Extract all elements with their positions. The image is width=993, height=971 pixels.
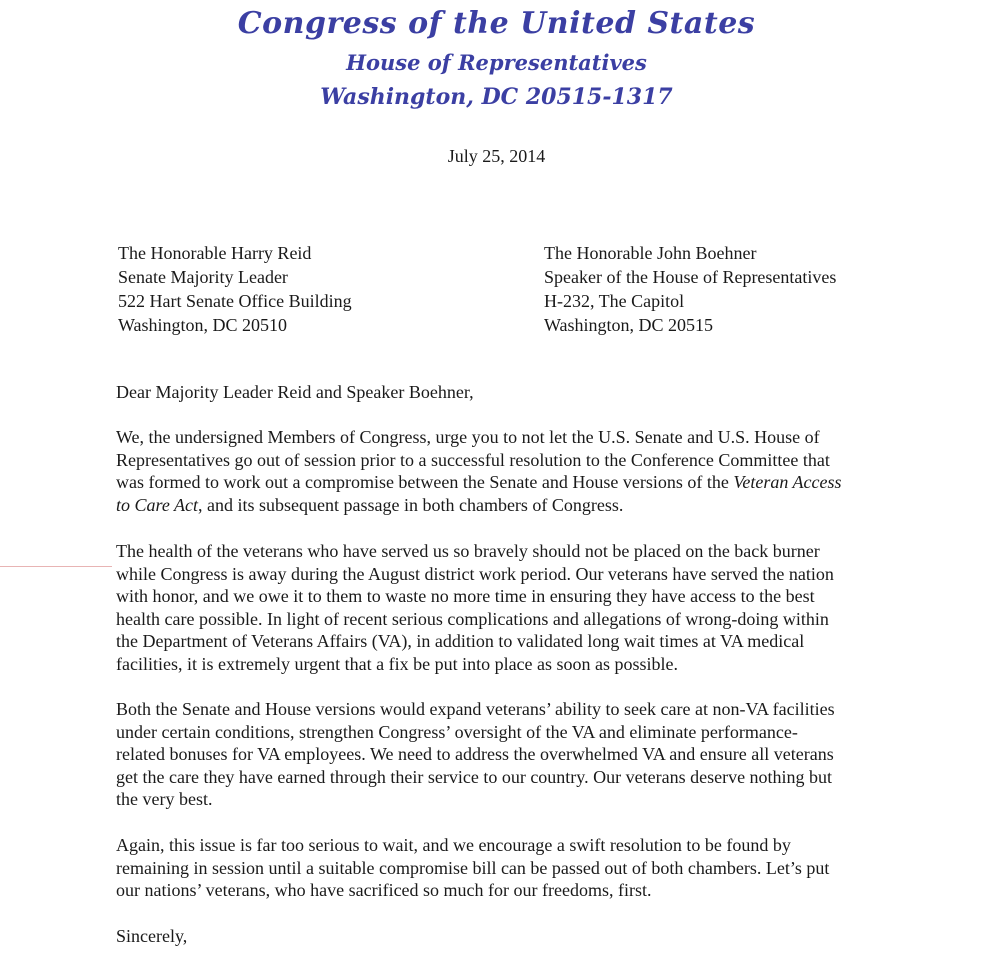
letterhead-house: House of Representatives <box>346 50 647 75</box>
recipient-line: Senate Majority Leader <box>118 267 288 287</box>
paragraph-line <box>116 471 916 494</box>
paragraph-1 <box>116 426 916 516</box>
recipient-line: Speaker of the House of Representatives <box>544 267 837 287</box>
recipient-line: Washington, DC 20515 <box>544 315 714 335</box>
paragraph-line: the Department of Veterans Affairs (VA), in addition to validated long wait times at VA medical <box>116 631 805 651</box>
margin-mark <box>0 566 112 567</box>
paragraph-4 <box>116 834 916 902</box>
paragraph-line: health care possible. In light of recent serious complications and allegations of wrong-doing within <box>116 608 829 629</box>
salutation: Dear Majority Leader Reid and Speaker Boehner, <box>116 382 474 402</box>
paragraph-line <box>116 494 916 517</box>
paragraph-line: our nations’ veterans, who have sacrificed so much for our freedoms, first. <box>116 880 652 900</box>
paragraph-line: facilities, it is extremely urgent that a fix be put into place as soon as possible. <box>116 653 679 674</box>
paragraph-line: under certain conditions, strengthen Congress’ oversight of the VA and eliminate performance- <box>116 721 798 742</box>
paragraph-line: Both the Senate and House versions would expand veterans’ ability to seek care at non-VA facilities <box>116 699 835 719</box>
recipient-line: H-232, The Capitol <box>544 291 685 311</box>
recipient-line: The Honorable Harry Reid <box>118 243 312 263</box>
paragraph-3 <box>116 698 916 811</box>
paragraph-text: was formed to work out a compromise between the Senate and House versions of the <box>116 472 734 492</box>
letterhead-address: Washington, DC 20515-1317 <box>320 84 673 110</box>
paragraph-line: The health of the veterans who have served us so bravely should not be placed on the back burner <box>116 541 820 561</box>
paragraph-line: Representatives go out of session prior to a successful resolution to the Conference Committee that <box>116 449 830 470</box>
recipient-address-boehner <box>544 241 836 337</box>
letter-date: July 25, 2014 <box>447 146 546 166</box>
paragraph-line: We, the undersigned Members of Congress, urge you to not let the U.S. Senate and U.S. House of <box>116 427 820 447</box>
paragraph-2 <box>116 540 916 675</box>
paragraph-line: related bonuses for VA employees. We need to address the overwhelmed VA and ensure all veterans <box>116 744 834 764</box>
paragraph-line: with honor, and we owe it to them to waste no more time in ensuring they have access to the best <box>116 586 815 606</box>
paragraph-line: Again, this issue is far too serious to wait, and we encourage a swift resolution to be found by <box>116 835 791 855</box>
recipient-line: 522 Hart Senate Office Building <box>118 291 352 311</box>
act-title: to Care Act <box>116 494 198 515</box>
paragraph-text: , and its subsequent passage in both chambers of Congress. <box>198 494 624 515</box>
paragraph-line: while Congress is away during the August district work period. Our veterans have served the nation <box>116 563 834 584</box>
closing: Sincerely, <box>116 926 188 946</box>
recipient-line: The Honorable John Boehner <box>544 243 757 263</box>
letterhead-congress: Congress of the United States <box>237 6 756 41</box>
paragraph-line: remaining in session until a suitable compromise bill can be passed out of both chambers. Let’s put <box>116 857 830 878</box>
recipient-line: Washington, DC 20510 <box>118 315 288 335</box>
paragraph-line: get the care they have earned through their service to our country. Our veterans deserve nothing but <box>116 766 833 787</box>
act-title: Veteran Access <box>733 472 842 492</box>
recipient-address-reid <box>118 241 352 337</box>
paragraph-line: the very best. <box>116 789 213 809</box>
